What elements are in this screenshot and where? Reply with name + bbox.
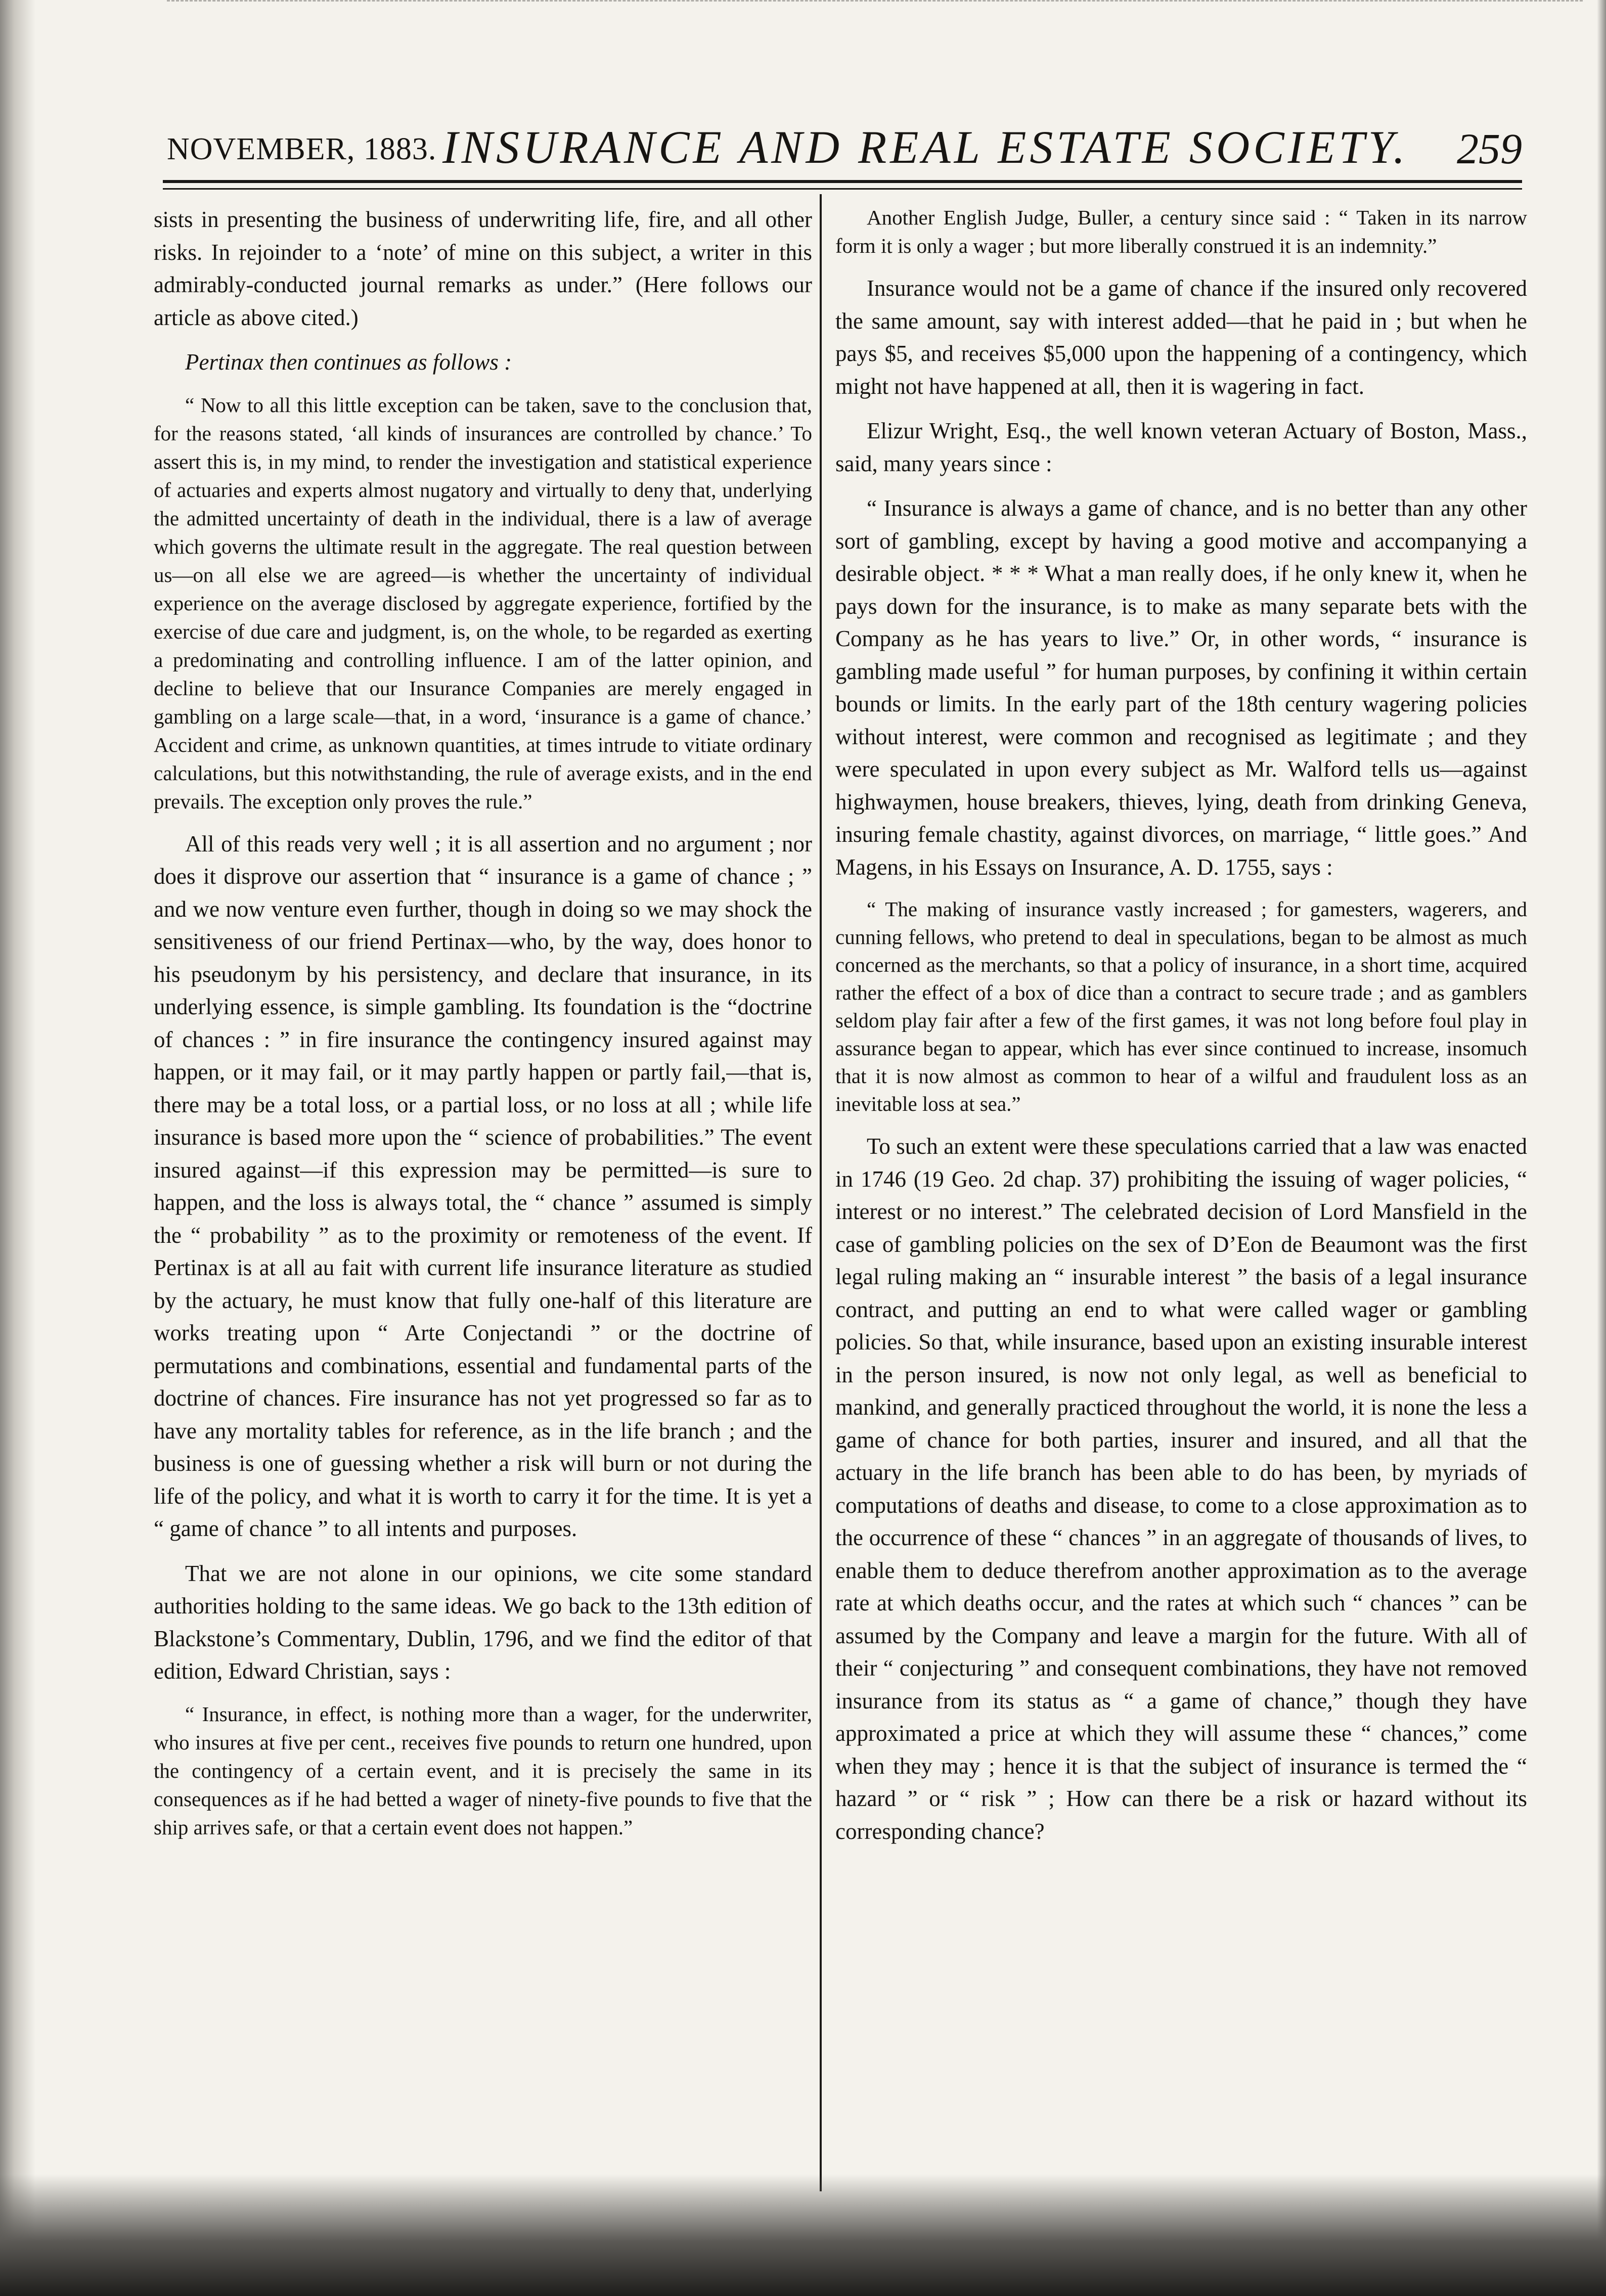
paragraph: sists in presenting the business of underwriting life, fire, and all other risks. In rejoinder to a ‘note’ of mine on this subject, a writer in this admirably-conducted journal remarks as under.” (Here follows our article as above cited.) bbox=[154, 207, 812, 330]
scan-left-shadow bbox=[0, 0, 35, 2296]
column-divider bbox=[820, 194, 822, 2191]
paragraph: “ Insurance is always a game of chance, and is no better than any other sort of gambling, except by having a good motive and accompanying a desirable object. * * * What a man really does, if he only knew it, when he pays down for the insurance, is to make as many separate bets with the Company as he has years to live.” Or, in other words, “ insurance is gambling made useful ” for human purposes, by confining it within certain bounds or limits. In the early part of the 18th century wagering policies without interest, were common and recognised as legitimate ; and they were speculated in upon every subject as Mr. Walford tells us—against highwaymen, house breakers, thieves, lying, death from drinking Geneva, insuring female chastity, against divorces, on marriage, “ little goes.” And Magens, in his Essays on Insurance, A. D. 1755, says : bbox=[835, 496, 1527, 880]
block-quote: “ Insurance, in effect, is nothing more than a wager, for the underwriter, who insures at five per cent., receives five pounds to return one hundred, upon the contingency of a certain event, and it is precisely the same in its consequences as if he had betted a wager of ninety-five pounds to five that the ship arrives safe, or that a certain event does not happen.” bbox=[154, 1702, 812, 1839]
block-quote: “ The making of insurance vastly increased ; for gamesters, wagerers, and cunning fellows, who pretend to deal in speculations, began to be almost as much concerned as the merchants, so that a policy of insurance, in a short time, acquired rather the effect of a box of dice than a contract to secure trade ; and as gamblers seldom play fair after a few of the first games, it was not long before foul play in assurance began to appear, which has ever since continued to increase, insomuch that it is now almost as common to hear of a wilful and fraudulent loss as an inevitable loss at sea.” bbox=[835, 897, 1527, 1115]
paragraph: That we are not alone in our opinions, we cite some standard authorities holding to the same ideas. We go back to the 13th edition of Blackstone’s Commentary, Dublin, 1796, and we find the editor of that edition, Edward Christian, says : bbox=[154, 1560, 812, 1684]
right-column bbox=[835, 203, 1527, 1848]
scan-bottom-shadow bbox=[0, 2174, 1606, 2296]
scan-top-perforation bbox=[167, 0, 1583, 7]
block-quote: “ Now to all this little exception can be taken, save to the conclusion that, for the reasons stated, ‘all kinds of insurances are controlled by chance.’ To assert this is, in my mind, to render the investigation and statistical experience of actuaries and experts almost nugatory and virtually to deny that, underlying the admitted uncertainty of death in the individual, there is a law of average which governs the ultimate result in the aggregate. The real question between us—on all else we are agreed—is whether the uncertainty of individual experience on the average disclosed by aggregate experience, fortified by the exercise of due care and judgment, is, on the whole, to be regarded as exerting a predominating and controlling influence. I am of the latter opinion, and decline to believe that our Insurance Companies are merely engaged in gambling on a large scale—that, in a word, ‘insurance is a game of chance.’ Accident and crime, as unknown quantities, at times intrude to vitiate ordinary calculations, but this notwithstanding, the rule of average exists, and in the end prevails. The exception only proves the rule.” bbox=[154, 393, 812, 813]
paragraph: Elizur Wright, Esq., the well known veteran Actuary of Boston, Mass., said, many years since : bbox=[835, 418, 1527, 476]
journal-title: INSURANCE AND REAL ESTATE SOCIETY. bbox=[442, 121, 1409, 173]
paragraph: All of this reads very well ; it is all assertion and no argument ; nor does it disprove our assertion that “ insurance is a game of chance ; ” and we now venture even further, though in doing so we may shock the sensitiveness of our friend Pertinax—who, by the way, does honor to his pseudonym by his persistency, and declare that insurance, in its underlying essence, is simple gambling. Its foundation is the “doctrine of chances : ” in fire insurance the contingency insured against may happen, or it may fail, or it may partly happen or partly fail,—that is, there may be a total loss, or a partial loss, or no loss at all ; while life insurance is based more upon the “ science of probabilities.” The event insured against—if this expression may be permitted—is sure to happen, and the loss is always total, the “ chance ” assumed is simply the “ probability ” as to the proximity or remoteness of the event. If Pertinax is at all au fait with current life insurance literature as studied by the actuary, he must know that fully one-half of this literature are works treating upon “ Arte Conjectandi ” or the doctrine of permutations and combinations, essential and fundamental parts of the doctrine of chances. Fire insurance has not yet progressed so far as to have any mortality tables for reference, as in the life branch ; and the business is one of guessing whether a risk will burn or not during the life of the policy, and what it is worth to carry it for the time. It is yet a “ game of chance ” to all intents and purposes. bbox=[154, 831, 812, 1541]
paragraph: To such an extent were these speculations carried that a law was enacted in 1746 (19 Geo. 2d chap. 37) prohibiting the issuing of wager policies, “ interest or no interest.” The celebrated decision of Lord Mansfield in the case of gambling policies on the sex of D’Eon de Beaumont was the first legal ruling making an “ insurable interest ” the basis of a legal insurance contract, and putting an end to what were called wager or gambling policies. So that, while insurance, based upon an existing insurable interest in the person insured, is now not only legal, as well as beneficial to mankind, and generally practiced throughout the world, it is none the less a game of chance for both parties, insurer and insured, and all that the actuary in the life branch has been able to do has been, by myriads of computations of deaths and disease, to come to a close approximation as to the occurrence of these “ chances ” in an aggregate of thousands of lives, to enable them to deduce therefrom another approximation as to the average rate at which deaths occur, and the rates at which such “ chances ” can be assumed by the Company and leave a margin for the future. With all of their “ conjecturing ” and consequent combinations, they have not removed insurance from its status as “ a game of chance,” though they have approximated a price at which they will assume these “ chances,” come when they may ; hence it is that the subject of insurance is termed the “ hazard ” or “ risk ” ; How can there be a risk or hazard without its corresponding chance? bbox=[835, 1134, 1527, 1844]
paragraph: Insurance would not be a game of chance if the insured only recovered the same amount, say with interest added—that he paid in ; but when he pays $5, and receives $5,000 upon the happening of a contingency, which might not have happened at all, then it is wagering in fact. bbox=[835, 276, 1527, 399]
paragraph: Pertinax then continues as follows : bbox=[185, 349, 512, 375]
header-rule-thin bbox=[163, 188, 1522, 190]
issue-date: NOVEMBER, 1883. bbox=[167, 132, 437, 166]
scan-right-edge bbox=[1597, 0, 1606, 2296]
header-rule-thick bbox=[163, 180, 1522, 183]
page-number: 259 bbox=[1457, 124, 1522, 173]
page-header bbox=[167, 110, 1532, 171]
left-column bbox=[154, 203, 812, 1841]
paragraph: Another English Judge, Buller, a century since said : “ Taken in its narrow form it is only a wager ; but more liberally construed it is an indemnity.” bbox=[835, 206, 1527, 257]
